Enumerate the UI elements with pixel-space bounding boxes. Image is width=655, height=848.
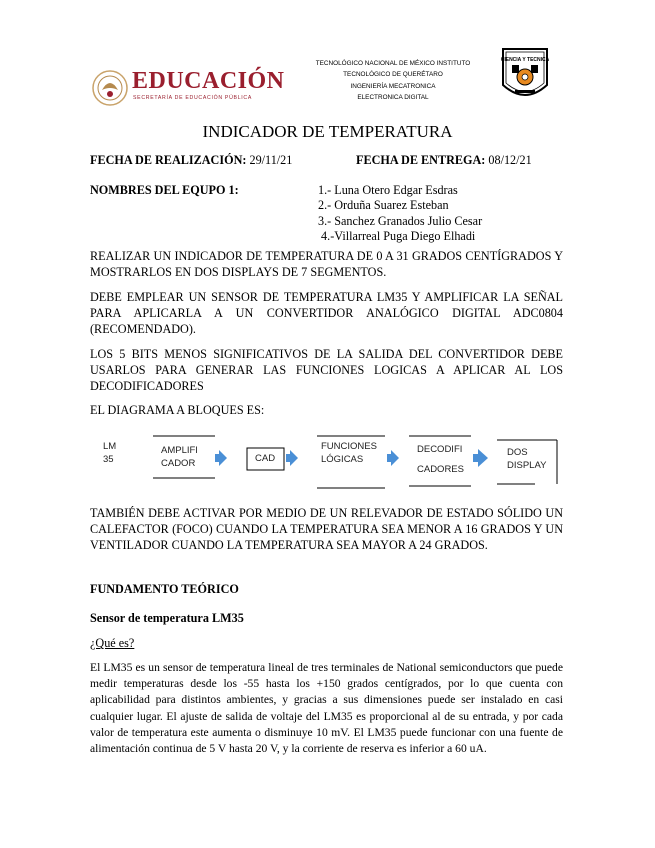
team-member: 2.- Orduña Suarez Esteban [318, 198, 449, 213]
paragraph-lm35: El LM35 es un sensor de temperatura lineal de tres terminales de National semiconductors que puede medir temperaturas desde los -55 hasta los +150 grados centígrados, por lo que cuenta con aplicabilidad para distintos ambientes, y gracias a sus dimensiones puede ser instalado en casi cualquier lugar. El ajuste de salida de voltaje del LM35 es proporcional al de su entrada, y por cada valor de temperatura este aumenta o disminuye 10 mV. El LM35 puede funcionar con una fuente de alimentación continua de 5 V hasta 20 V, y la corriente de reserva es inferior a 60 uA. [90, 661, 563, 756]
logo-wordmark: EDUCACIÓN [132, 68, 285, 94]
block-display: DOS DISPLAY [507, 447, 547, 471]
team-member: 4.-Villarreal Puga Diego Elhadi [318, 229, 476, 244]
seal-motto: CIENCIA Y TECNICA [500, 57, 550, 63]
arrow-icon [215, 450, 227, 466]
paragraph-sensor: DEBE EMPLEAR UN SENSOR DE TEMPERATURA LM35 Y AMPLIFICAR LA SEÑAL PARA APLICARLA A UN CONVERTIDOR ANALÓGICO DIGITAL ADC0804 (RECOMENDADO). [90, 290, 563, 336]
educacion-logo [90, 68, 285, 108]
team-member: 3.- Sanchez Granados Julio Cesar [318, 213, 483, 228]
fecha-realizacion [90, 153, 292, 168]
team-members [318, 183, 482, 245]
team-label: NOMBRES DEL EQUPO 1: [90, 183, 239, 197]
subsection-heading: Sensor de temperatura LM35 [90, 611, 244, 625]
fecha-entrega-value: 08/12/21 [488, 153, 532, 167]
block-decodificadores: DECODIFI CADORES [417, 444, 464, 475]
fecha-realizacion-label: FECHA DE REALIZACIÓN: [90, 153, 247, 167]
eagle-emblem-icon [90, 68, 130, 108]
arrow-icon [473, 449, 488, 467]
block-input: LM 35 [103, 441, 117, 465]
fecha-realizacion-value: 29/11/21 [249, 153, 293, 167]
institution-header [298, 58, 488, 104]
section-heading: FUNDAMENTO TEÓRICO [90, 582, 239, 596]
institution-line: INGENIERÍA MECATRONICA [350, 82, 436, 90]
block-cad: CAD [255, 453, 276, 464]
arrow-icon [387, 450, 399, 466]
institution-line: TECNOLÓGICO DE QUERÉTARO [343, 71, 443, 79]
paragraph-relay: TAMBIÉN DEBE ACTIVAR POR MEDIO DE UN RELEVADOR DE ESTADO SÓLIDO UN CALEFACTOR (FOCO) CUANDO LA TEMPERATURA SEA MENOR A 16 GRADOS Y UN VENTILADOR CUANDO LA TEMPERATURA SEA MAYOR A 24 GRADOS. [90, 506, 563, 552]
paragraph-objective: REALIZAR UN INDICADOR DE TEMPERATURA DE 0 A 31 GRADOS CENTÍGRADOS Y MOSTRARLOS EN DOS DISPLAYS DE 7 SEGMENTOS. [90, 249, 563, 279]
logo-subtext: SECRETARÍA DE EDUCACIÓN PÚBLICA [133, 95, 253, 101]
institution-line: ELECTRONICA DIGITAL [357, 94, 429, 102]
paragraph-diagram-intro: EL DIAGRAMA A BLOQUES ES: [90, 403, 265, 417]
arrow-icon [286, 450, 298, 466]
itq-seal-icon [500, 45, 550, 105]
fecha-entrega-label: FECHA DE ENTREGA: [356, 153, 486, 167]
block-amplificador: AMPLIFI CADOR [161, 445, 198, 469]
team-member: 1.- Luna Otero Edgar Esdras [318, 183, 458, 197]
document-title: INDICADOR DE TEMPERATURA [202, 122, 453, 141]
block-diagram [95, 432, 565, 492]
paragraph-bits: LOS 5 BITS MENOS SIGNIFICATIVOS DE LA SALIDA DEL CONVERTIDOR DEBE USARLOS PARA GENERAR LAS FUNCIONES LOGICAS A APLICAR AL LOS DECODIFICADORES [90, 347, 563, 393]
institution-line: TECNOLÓGICO NACIONAL DE MÉXICO INSTITUTO [315, 60, 471, 67]
question-heading: ¿Qué es? [90, 636, 135, 650]
fecha-entrega [356, 153, 532, 168]
block-funciones: FUNCIONES LÓGICAS [321, 441, 377, 465]
